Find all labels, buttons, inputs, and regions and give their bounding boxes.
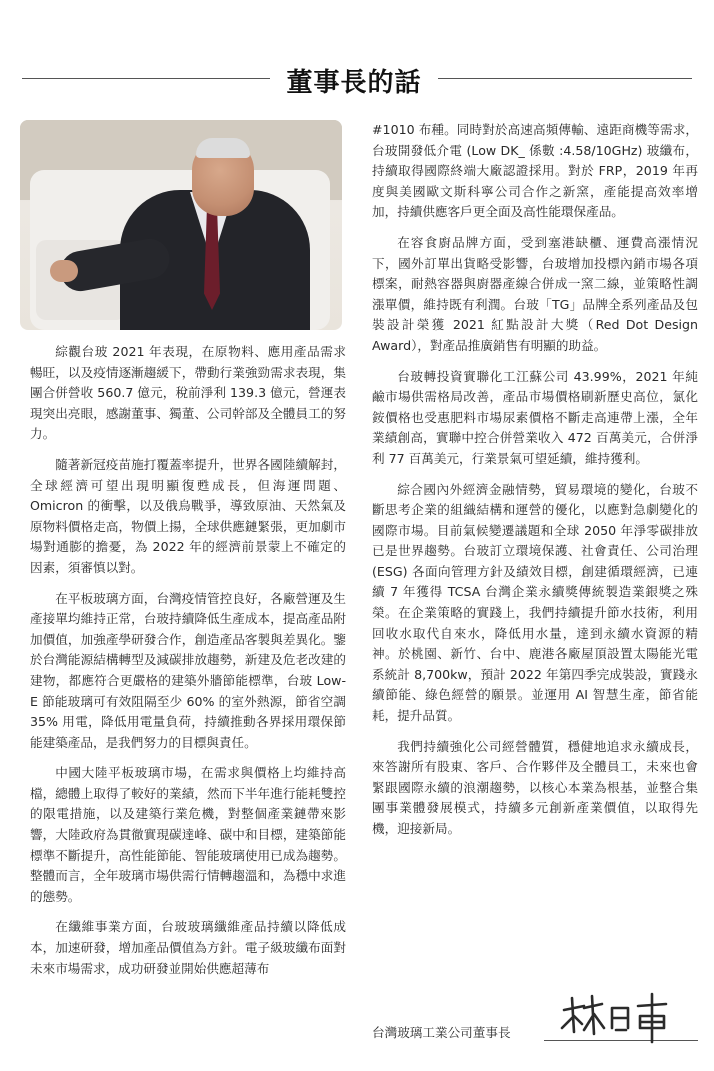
- signature-block: [372, 1008, 698, 1064]
- chairman-photo: [20, 120, 342, 330]
- paragraph: 台玻轉投資實聯化工江蘇公司 43.99%，2021 年純鹼市場供需格局改善，產品市場價格刷新歷史高位，氯化銨價格也受惠肥料市場尿素價格不斷走高連帶上漲，全年業績創高，實聯中控合併營業收入 472 百萬美元，合併淨利 77 百萬美元，行業景氣可望延續，維持獲利。: [372, 368, 698, 466]
- paragraph: 綜觀台玻 2021 年表現，在原物料、應用產品需求暢旺，以及疫情逐漸趨緩下，帶動行業強勁需求表現，集團合併營收 560.7 億元，稅前淨利 139.3 億元，營運表現突出亮眼，感謝董事、獨董、公司幹部及全體員工的努力。: [30, 344, 346, 442]
- left-column: [30, 342, 346, 989]
- paragraph: 綜合國內外經濟金融情勢，貿易環境的變化，台玻不斷思考企業的組織結構和運營的優化，以應對急劇變化的國際市場。目前氣候變遷議題和全球 2050 年淨零碳排放已是世界趨勢。台玻訂立環境保護、社會責任、公司治理 (ESG) 各面向管理方針及績效目標，創建循環經濟，已連續 7 年獲得 TCSA 台灣企業永續獎傳統製造業銀獎之殊榮。在企業策略的實踐上，我們持續提升節水技術，利用回收水取代自來水，降低用水量，達到永續水資源的精神。於桃園、新竹、台中、鹿港各廠屋頂設置太陽能光電系統計 8,700kw，預計 2022 年第四季完成裝設，實踐永續節能、綠色經營的願景。並運用 AI 智慧生產，節省能耗，提升品質。: [372, 481, 698, 724]
- title-rule-right: [438, 78, 692, 79]
- paragraph: 中國大陸平板玻璃市場，在需求與價格上均維持高檔，總體上取得了較好的業績，然而下半年進行能耗雙控的限電措施，以及建築行業危機，對整個產業鏈帶來影響，大陸政府為貫徹實現碳達峰、碳中和目標，建築節能標準不斷提升，高性能節能、智能玻璃使用已成為趨勢。整體而言，全年玻璃市場供需行情轉趨溫和，為穩中求進的態勢。: [30, 765, 346, 904]
- paragraph: 隨著新冠疫苗施打覆蓋率提升，世界各國陸續解封，全球經濟可望出現明顯復甦成長，但海運問題、Omicron 的衝擊，以及俄烏戰爭，導致原油、天然氣及原物料價格走高，物價上揚，全球供應鏈緊張，更加劇市場對通膨的擔憂，為 2022 年的經濟前景蒙上不確定的因素，須審慎以對。: [30, 456, 346, 575]
- right-column: [372, 120, 698, 850]
- paragraph: 在平板玻璃方面，台灣疫情管控良好，各廠營運及生產接單均維持正常，台玻持續降低生產成本，提高產品附加價值，加強產學研發合作，創造產品客製與差異化。鑒於台灣能源結構轉型及減碳排放趨勢，新建及危老改建的建物，都應符合更嚴格的建築外牆節能標準，台玻 Low-E 節能玻璃可有效阻隔至少 60% 的室外熱源，節省空調 35% 用電，降低用電量負荷，持續推動各界採用環保節能建築產品，是我們努力的目標與責任。: [30, 590, 346, 750]
- photo-hand: [50, 260, 78, 282]
- handwritten-signature: [554, 988, 674, 1048]
- paragraph: 在纖維事業方面，台玻玻璃纖維產品持續以降低成本，加速研發，增加產品價值為方針。電子級玻纖布面對未來市場需求，成功研發並開始供應超薄布: [30, 919, 346, 976]
- paragraph: 我們持續強化公司經營體質，穩健地追求永續成長，來答謝所有股東、客戶、合作夥伴及全體員工，未來也會緊跟國際永續的浪潮趨勢，以核心本業為根基，並整合集團事業體發展模式，持續多元創新產業價值，以取得先機，迎接新局。: [372, 738, 698, 836]
- page-title: 董事長的話: [286, 68, 422, 98]
- paragraph: #1010 布種。同時對於高速高頻傳輸、遠距商機等需求，台玻開發低介電 (Low DK_ 係數 :4.58/10GHz) 玻纖布，持續取得國際終端大廠認證採用。對於 FRP，2019 年再度與美國歐文斯科寧公司合作之新窯，產能提高效率增加，持續供應客戶更全面及高性能環保產品。: [372, 122, 698, 220]
- title-rule-left: [22, 78, 270, 79]
- signature-label: 台灣玻璃工業公司董事長: [372, 1025, 511, 1040]
- paragraph: 在容食廚品牌方面，受到塞港缺櫃、運費高漲情況下，國外訂單出貨略受影響，台玻增加投標內銷市場各項標案，耐熱容器與廚器產線合併成一窯二線，並策略性調漲單價，維持既有利潤。台玻「TG」品牌全系列產品及包裝設計榮獲 2021 紅點設計大獎（Red Dot Design Award），對產品推廣銷售有明顯的助益。: [372, 234, 698, 353]
- photo-hair: [196, 138, 250, 158]
- title-row: [0, 58, 714, 98]
